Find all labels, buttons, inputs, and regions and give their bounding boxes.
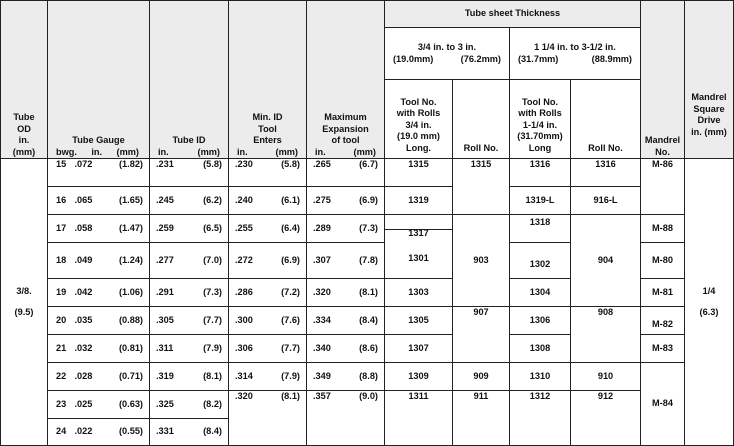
tube-id-cell: .231 (5.8) (150, 159, 229, 187)
tube-id-cell: .325 (8.2) (150, 391, 229, 419)
tool-no-cell: 1304 (510, 279, 571, 307)
header-range-1-1-4-to-3-1-2: 1 1/4 in. to 3-1/2 in. (31.7mm) (88.9mm) (510, 28, 641, 80)
header-mandrel-square-drive: Mandrel Square Drive in. (mm) (685, 1, 734, 159)
roll-no-cell: 916-L (571, 187, 641, 215)
mandrel-no-cell: M-88 (641, 215, 685, 243)
table-row (1, 187, 734, 215)
tube-id-cell: .245 (6.2) (150, 187, 229, 215)
max-expansion-cell: .289 (7.3) (307, 215, 385, 243)
roll-no-cell: 908 (571, 307, 641, 363)
table-row (1, 307, 734, 335)
header-tube-id: Tube ID in. (mm) (150, 1, 229, 159)
min-id-cell: .272 (6.9) (229, 243, 307, 279)
tool-no-cell: 1308 (510, 335, 571, 363)
tube-id-cell: .305 (7.7) (150, 307, 229, 335)
header-tube-sheet-thickness: Tube sheet Thickness (385, 1, 641, 28)
header-tool-no-3-4: Tool No. with Rolls 3/4 in. (19.0 mm) Long. (385, 80, 453, 159)
max-expansion-cell: .334 (8.4) (307, 307, 385, 335)
gauge-cell: 19 .042 (1.06) (48, 279, 150, 307)
mandrel-no-cell: M-82 (641, 307, 685, 335)
tube-id-cell: .311 (7.9) (150, 335, 229, 363)
tube-id-cell: .259 (6.5) (150, 215, 229, 243)
header-roll-no-2: Roll No. (571, 80, 641, 159)
max-expansion-cell: .275 (6.9) (307, 187, 385, 215)
tool-no-cell: 1309 (385, 363, 453, 391)
roll-no-cell: 1316 (571, 159, 641, 187)
gauge-cell: 20 .035 (0.88) (48, 307, 150, 335)
max-expansion-cell: .265 (6.7) (307, 159, 385, 187)
max-expansion-cell: .320 (8.1) (307, 279, 385, 307)
header-mandrel-no: Mandrel No. (641, 1, 685, 159)
header-tube-od: Tube OD in. (mm) (1, 1, 48, 159)
min-id-cell: .306 (7.7) (229, 335, 307, 363)
mandrel-no-cell: M-83 (641, 335, 685, 363)
tool-no-cell: 1302 (510, 243, 571, 279)
tube-od-value: 3/8. (9.5) (1, 159, 48, 446)
min-id-cell: .320 (8.1) (229, 391, 307, 446)
mandrel-no-cell: M-84 (641, 363, 685, 446)
gauge-cell: 22 .028 (0.71) (48, 363, 150, 391)
min-id-cell: .230 (5.8) (229, 159, 307, 187)
tool-no-cell: 1312 (510, 391, 571, 446)
roll-no-cell: 904 (571, 215, 641, 307)
header-range-3-4-to-3: 3/4 in. to 3 in. (19.0mm) (76.2mm) (385, 28, 510, 80)
header-tube-gauge: Tube Gauge bwg. in. (mm) (48, 1, 150, 159)
tool-no-cell: 1319 (385, 187, 453, 215)
tool-no-cell: 1307 (385, 335, 453, 363)
mandrel-no-cell: M-86 (641, 159, 685, 215)
tool-no-cell: 1317 1301 (385, 215, 453, 279)
header-roll-no-1: Roll No. (453, 80, 510, 159)
tool-no-cell: 1306 (510, 307, 571, 335)
table-row (1, 159, 734, 187)
roll-no-cell: 911 (453, 391, 510, 446)
roll-no-cell: 907 (453, 307, 510, 363)
roll-no-cell: 910 (571, 363, 641, 391)
max-expansion-cell: .340 (8.6) (307, 335, 385, 363)
tube-id-cell: .319 (8.1) (150, 363, 229, 391)
tool-no-cell: 1319-L (510, 187, 571, 215)
max-expansion-cell: .357 (9.0) (307, 391, 385, 446)
gauge-cell: 23 .025 (0.63) (48, 391, 150, 419)
gauge-cell: 24 .022 (0.55) (48, 419, 150, 446)
max-expansion-cell: .307 (7.8) (307, 243, 385, 279)
table-row (1, 391, 734, 419)
tube-id-cell: .331 (8.4) (150, 419, 229, 446)
tool-no-cell: 1318 (510, 215, 571, 243)
roll-no-cell: 1315 (453, 159, 510, 215)
tube-id-cell: .291 (7.3) (150, 279, 229, 307)
tool-no-cell: 1316 (510, 159, 571, 187)
min-id-cell: .300 (7.6) (229, 307, 307, 335)
min-id-cell: .286 (7.2) (229, 279, 307, 307)
roll-no-cell: 909 (453, 363, 510, 391)
min-id-cell: .255 (6.4) (229, 215, 307, 243)
tool-no-cell: 1311 (385, 391, 453, 446)
tool-no-cell: 1305 (385, 307, 453, 335)
min-id-cell: .314 (7.9) (229, 363, 307, 391)
table-row (1, 215, 734, 243)
table-row (1, 363, 734, 391)
gauge-cell: 17 .058 (1.47) (48, 215, 150, 243)
header-tool-no-1-1-4: Tool No. with Rolls 1-1/4 in. (31.70mm) Long (510, 80, 571, 159)
square-drive-value: 1/4 (6.3) (685, 159, 734, 446)
gauge-cell: 16 .065 (1.65) (48, 187, 150, 215)
gauge-cell: 21 .032 (0.81) (48, 335, 150, 363)
roll-no-cell: 912 (571, 391, 641, 446)
tube-id-cell: .277 (7.0) (150, 243, 229, 279)
mandrel-no-cell: M-80 (641, 243, 685, 279)
header-min-id: Min. ID Tool Enters in. (mm) (229, 1, 307, 159)
min-id-cell: .240 (6.1) (229, 187, 307, 215)
tool-no-cell: 1303 (385, 279, 453, 307)
max-expansion-cell: .349 (8.8) (307, 363, 385, 391)
gauge-cell: 18 .049 (1.24) (48, 243, 150, 279)
tool-no-cell: 1315 (385, 159, 453, 187)
header-max-expansion: Maximum Expansion of tool in. (mm) (307, 1, 385, 159)
roll-no-cell: 903 (453, 215, 510, 307)
mandrel-no-cell: M-81 (641, 279, 685, 307)
gauge-cell: 15 .072 (1.82) (48, 159, 150, 187)
tool-no-cell: 1310 (510, 363, 571, 391)
